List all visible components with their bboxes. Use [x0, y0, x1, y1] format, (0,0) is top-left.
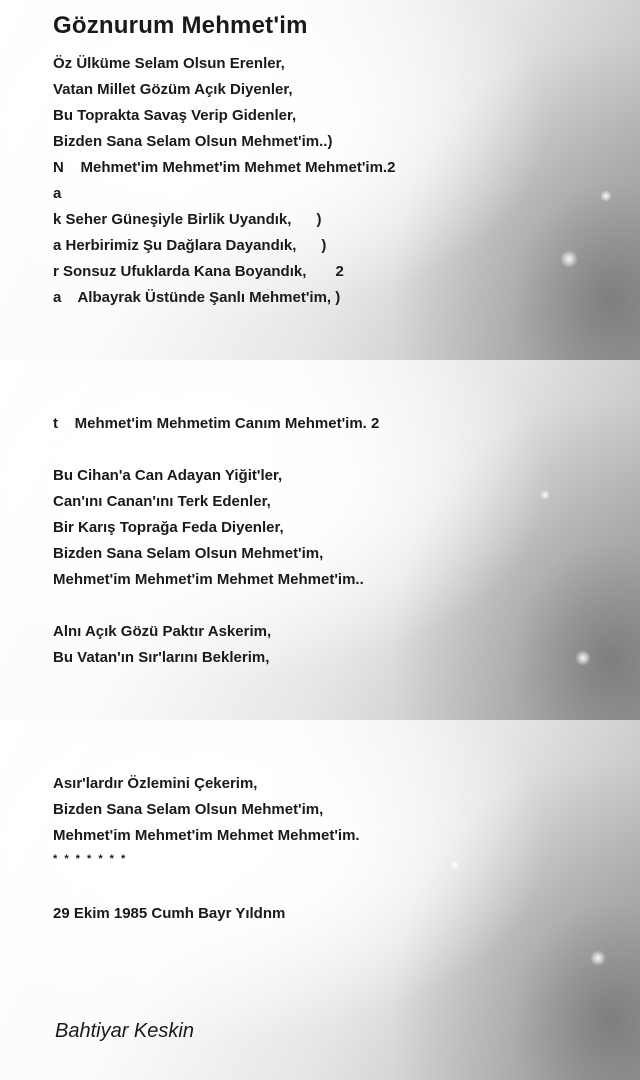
separator-stars: * * * * * * * — [53, 853, 128, 865]
poem-line: Bizden Sana Selam Olsun Mehmet'im, — [53, 545, 324, 562]
poem-line: Asır'lardır Özlemini Çekerim, — [53, 775, 258, 792]
sparkle-decoration — [590, 950, 606, 966]
poem-line: r Sonsuz Ufuklarda Kana Boyandık, 2 — [53, 263, 344, 280]
poem-line: N Mehmet'im Mehmet'im Mehmet Mehmet'im.2 — [53, 159, 396, 176]
poem-line: Alnı Açık Gözü Paktır Askerim, — [53, 623, 272, 640]
poem-line: k Seher Güneşiyle Birlik Uyandık, ) — [53, 211, 322, 228]
sparkle-decoration — [540, 490, 550, 500]
poem-line: Vatan Millet Gözüm Açık Diyenler, — [53, 81, 293, 98]
poem-author: Bahtiyar Keskin — [55, 1020, 194, 1042]
poem-line: a Albayrak Üstünde Şanlı Mehmet'im, ) — [53, 289, 341, 306]
poem-line: t Mehmet'im Mehmetim Canım Mehmet'im. 2 — [53, 415, 380, 432]
poem-line: a — [53, 185, 62, 202]
poem-line: Bizden Sana Selam Olsun Mehmet'im, — [53, 801, 324, 818]
poem-line: Bizden Sana Selam Olsun Mehmet'im..) — [53, 133, 333, 150]
poem-line: Bu Vatan'ın Sır'larını Beklerim, — [53, 649, 270, 666]
sparkle-decoration — [450, 860, 460, 870]
poem-panel-2 — [0, 360, 640, 720]
sparkle-decoration — [560, 250, 578, 268]
poem-line: a Herbirimiz Şu Dağlara Dayandık, ) — [53, 237, 327, 254]
poem-line: Mehmet'im Mehmet'im Mehmet Mehmet'im.. — [53, 571, 364, 588]
poem-line: Bu Cihan'a Can Adayan Yiğit'ler, — [53, 467, 283, 484]
sparkle-decoration — [600, 190, 612, 202]
poem-date-line: 29 Ekim 1985 Cumh Bayr Yıldnm — [53, 905, 286, 922]
poem-line: Can'ını Canan'ını Terk Edenler, — [53, 493, 271, 510]
sparkle-decoration — [575, 650, 591, 666]
poem-line: Bu Toprakta Savaş Verip Gidenler, — [53, 107, 297, 124]
poem-title: Göznurum Mehmet'im — [53, 12, 308, 39]
poem-line: Öz Ülküme Selam Olsun Erenler, — [53, 55, 285, 72]
poem-panel-1 — [0, 0, 640, 360]
poem-line: Bir Karış Toprağa Feda Diyenler, — [53, 519, 284, 536]
poem-line: Mehmet'im Mehmet'im Mehmet Mehmet'im. — [53, 827, 360, 844]
poem-panel-3 — [0, 720, 640, 1080]
